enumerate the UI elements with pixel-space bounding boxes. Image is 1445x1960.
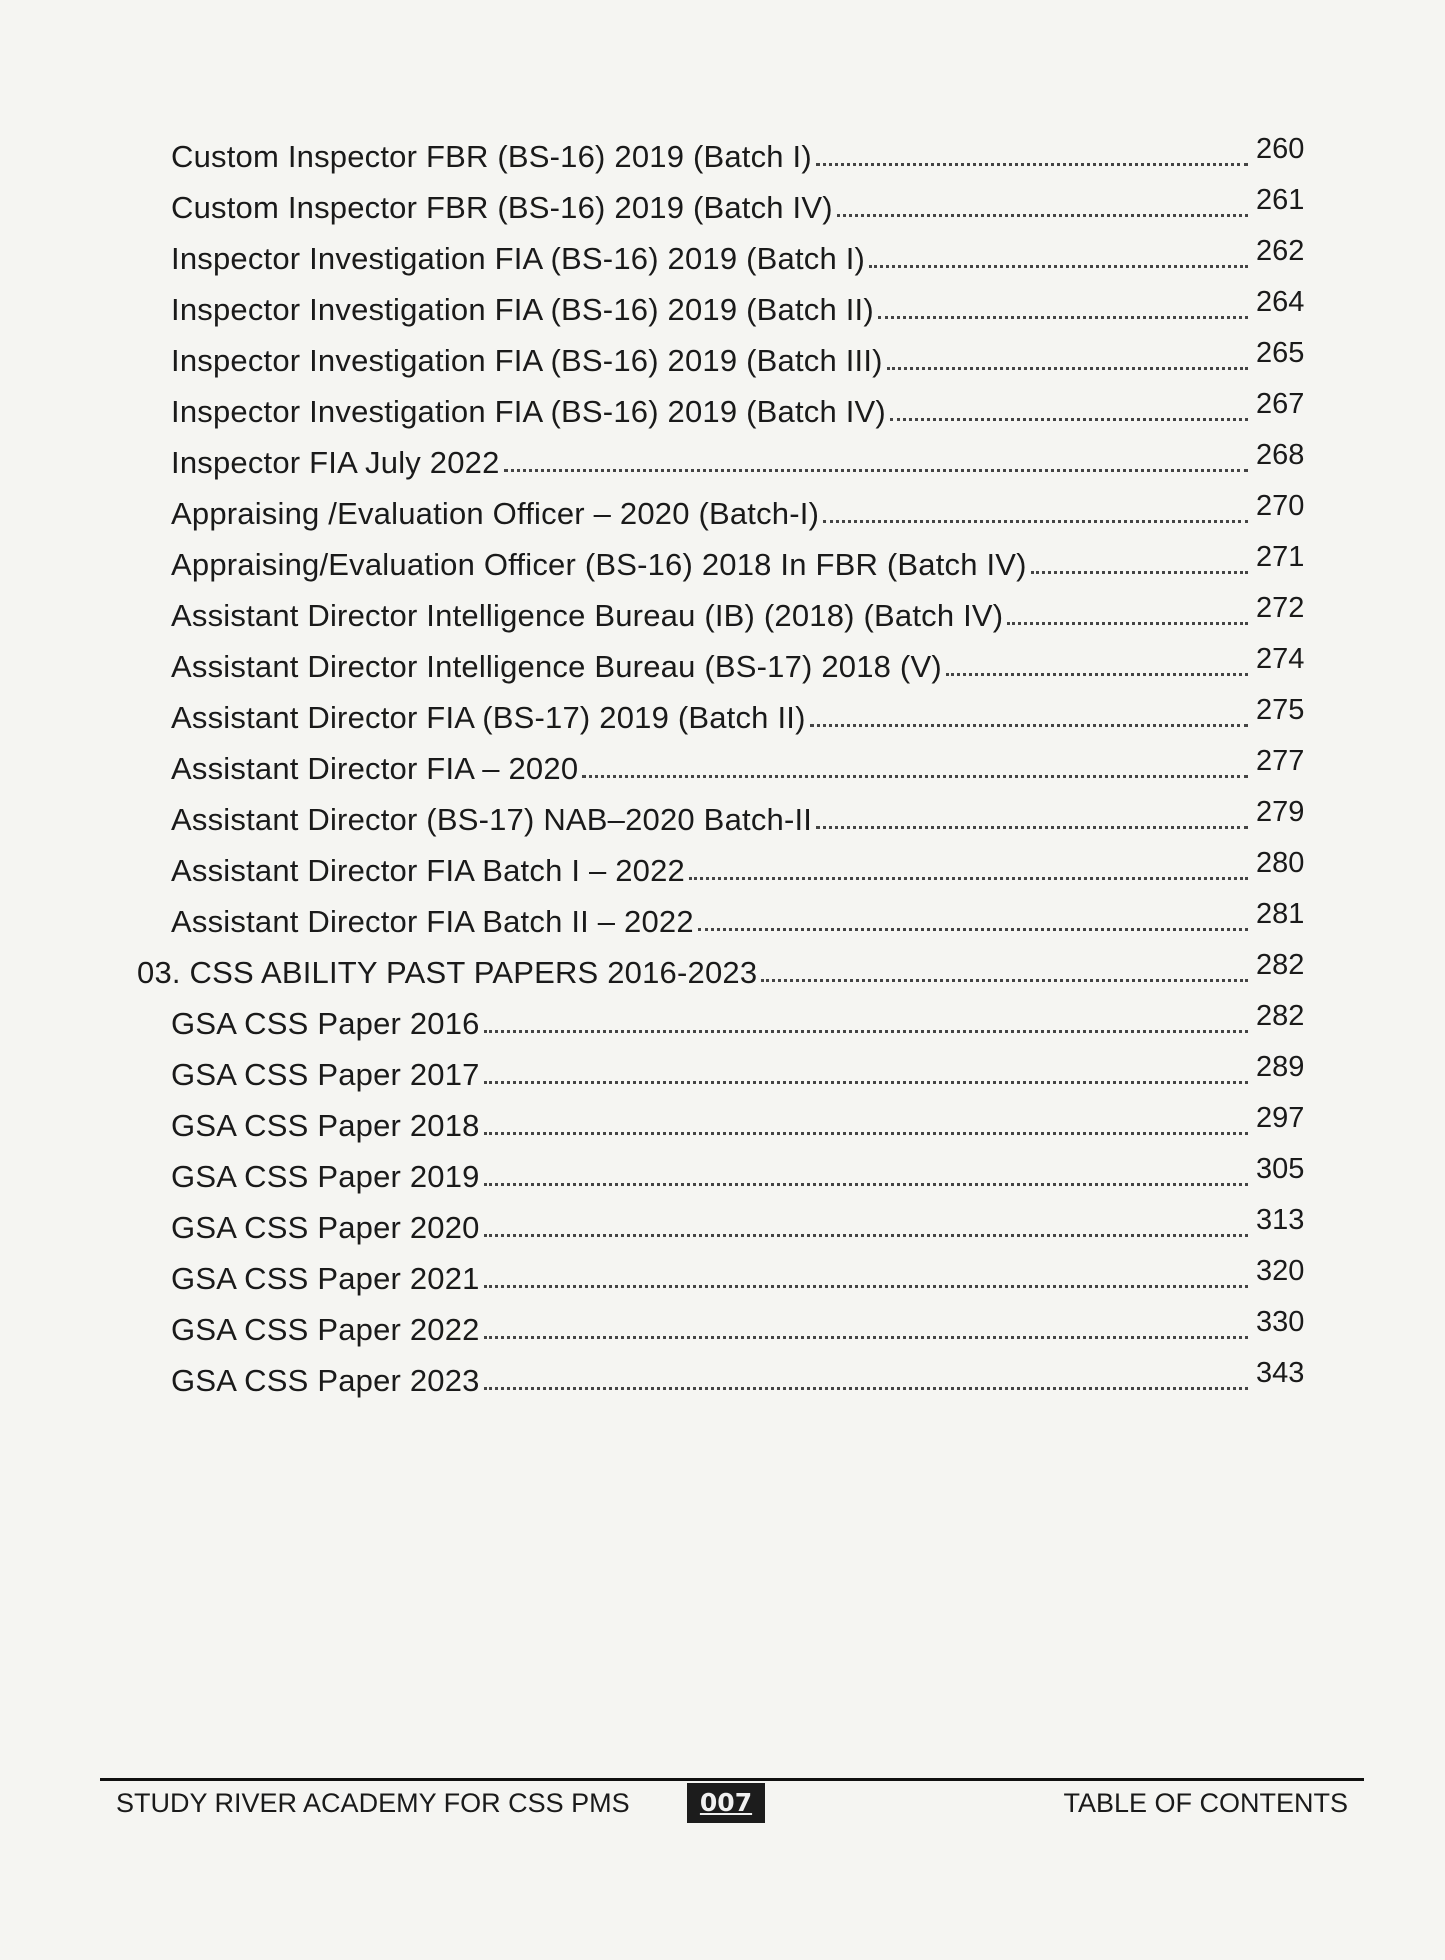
- toc-entry-title: GSA CSS Paper 2023: [171, 1363, 480, 1398]
- dot-leader: [698, 928, 1248, 931]
- toc-entry-page: 343: [1256, 1357, 1305, 1389]
- toc-entry[interactable]: [0, 583, 1445, 634]
- toc-entry-page: 289: [1256, 1051, 1305, 1083]
- toc-entry-title: GSA CSS Paper 2021: [171, 1261, 480, 1296]
- toc-entry[interactable]: [0, 1144, 1445, 1195]
- toc-entry-page: 265: [1256, 337, 1305, 369]
- dot-leader: [689, 877, 1248, 880]
- toc-entry-title: GSA CSS Paper 2016: [171, 1006, 480, 1041]
- toc-entry-page: 275: [1256, 694, 1305, 726]
- dot-leader: [484, 1030, 1248, 1033]
- toc-entry[interactable]: [0, 379, 1445, 430]
- toc-section-heading[interactable]: [0, 940, 1445, 991]
- toc-entry-title: Custom Inspector FBR (BS-16) 2019 (Batch IV): [171, 190, 833, 225]
- dot-leader: [582, 775, 1248, 778]
- dot-leader: [1007, 622, 1248, 625]
- dot-leader: [869, 265, 1248, 268]
- toc-entry-title: Inspector Investigation FIA (BS-16) 2019 (Batch IV): [171, 394, 886, 429]
- toc-entry[interactable]: [0, 1093, 1445, 1144]
- toc-entry-page: 277: [1256, 745, 1305, 777]
- toc-entry[interactable]: [0, 889, 1445, 940]
- footer-publisher: STUDY RIVER ACADEMY FOR CSS PMS: [116, 1788, 630, 1818]
- toc-entry-page: 261: [1256, 184, 1305, 216]
- dot-leader: [946, 673, 1248, 676]
- toc-entry[interactable]: [0, 532, 1445, 583]
- toc-entry-page: 305: [1256, 1153, 1305, 1185]
- page-footer: [100, 1778, 1364, 1821]
- toc-entry[interactable]: [0, 838, 1445, 889]
- dot-leader: [484, 1183, 1248, 1186]
- toc-entry-title: Assistant Director Intelligence Bureau (BS-17) 2018 (V): [171, 649, 942, 684]
- toc-entry-page: 282: [1256, 949, 1305, 981]
- toc-entry-page: 272: [1256, 592, 1305, 624]
- dot-leader: [816, 163, 1248, 166]
- dot-leader: [890, 418, 1248, 421]
- toc-entry-page: 279: [1256, 796, 1305, 828]
- toc-entry-page: 264: [1256, 286, 1305, 318]
- toc-entry-title: GSA CSS Paper 2019: [171, 1159, 480, 1194]
- toc-entry[interactable]: [0, 634, 1445, 685]
- toc-entry-page: 282: [1256, 1000, 1305, 1032]
- toc-entry-page: 267: [1256, 388, 1305, 420]
- toc-entry[interactable]: [0, 787, 1445, 838]
- dot-leader: [484, 1285, 1248, 1288]
- toc-entry-title: GSA CSS Paper 2022: [171, 1312, 480, 1347]
- toc-entry-title: Inspector Investigation FIA (BS-16) 2019 (Batch II): [171, 292, 874, 327]
- toc-entry[interactable]: [0, 175, 1445, 226]
- toc-entry-page: 268: [1256, 439, 1305, 471]
- toc-entry[interactable]: [0, 1246, 1445, 1297]
- toc-entry-page: 280: [1256, 847, 1305, 879]
- dot-leader: [878, 316, 1248, 319]
- toc-entry[interactable]: [0, 124, 1445, 175]
- dot-leader: [887, 367, 1248, 370]
- dot-leader: [761, 979, 1248, 982]
- toc-entry[interactable]: [0, 1195, 1445, 1246]
- toc-entry[interactable]: [0, 1297, 1445, 1348]
- dot-leader: [816, 826, 1248, 829]
- toc-entry-title: Assistant Director FIA Batch I – 2022: [171, 853, 685, 888]
- toc-entry[interactable]: [0, 226, 1445, 277]
- toc-entry[interactable]: [0, 1348, 1445, 1399]
- toc-entry-title: Inspector Investigation FIA (BS-16) 2019 (Batch III): [171, 343, 883, 378]
- toc-entry-title: Inspector Investigation FIA (BS-16) 2019 (Batch I): [171, 241, 866, 276]
- dot-leader: [823, 520, 1248, 523]
- toc-entry-page: 330: [1256, 1306, 1305, 1338]
- toc-entry-title: GSA CSS Paper 2018: [171, 1108, 480, 1143]
- toc-entry-title: Assistant Director (BS-17) NAB–2020 Batch-II: [171, 802, 813, 837]
- toc-entry[interactable]: [0, 481, 1445, 532]
- toc-entry-title: Appraising /Evaluation Officer – 2020 (Batch-I): [171, 496, 820, 531]
- dot-leader: [504, 469, 1248, 472]
- footer-page-number: 007: [687, 1783, 765, 1823]
- dot-leader: [484, 1081, 1248, 1084]
- dot-leader: [484, 1234, 1248, 1237]
- footer-section-title: TABLE OF CONTENTS: [1063, 1788, 1348, 1818]
- toc-entry-page: 313: [1256, 1204, 1305, 1236]
- toc-entry-title: Custom Inspector FBR (BS-16) 2019 (Batch I): [171, 139, 812, 174]
- toc-entry[interactable]: [0, 430, 1445, 481]
- table-of-contents: [0, 124, 1445, 1399]
- toc-entry[interactable]: [0, 277, 1445, 328]
- dot-leader: [1031, 571, 1248, 574]
- dot-leader: [484, 1336, 1248, 1339]
- dot-leader: [484, 1387, 1248, 1390]
- toc-entry[interactable]: [0, 328, 1445, 379]
- toc-entry-page: 260: [1256, 133, 1305, 165]
- toc-entry-title: Assistant Director FIA – 2020: [171, 751, 579, 786]
- toc-entry-page: 297: [1256, 1102, 1305, 1134]
- toc-entry-title: GSA CSS Paper 2017: [171, 1057, 480, 1092]
- toc-entry-title: Appraising/Evaluation Officer (BS-16) 2018 In FBR (Batch IV): [171, 547, 1027, 582]
- dot-leader: [837, 214, 1248, 217]
- toc-entry-title: GSA CSS Paper 2020: [171, 1210, 480, 1245]
- toc-entry-title: Assistant Director FIA (BS-17) 2019 (Batch II): [171, 700, 806, 735]
- toc-entry-page: 262: [1256, 235, 1305, 267]
- toc-entry-page: 274: [1256, 643, 1305, 675]
- dot-leader: [484, 1132, 1248, 1135]
- toc-entry-page: 281: [1256, 898, 1305, 930]
- toc-section-title: 03. CSS ABILITY PAST PAPERS 2016-2023: [137, 955, 758, 990]
- toc-entry-page: 320: [1256, 1255, 1305, 1287]
- toc-entry[interactable]: [0, 685, 1445, 736]
- toc-entry-page: 271: [1256, 541, 1305, 573]
- toc-entry-title: Inspector FIA July 2022: [171, 445, 500, 480]
- toc-entry[interactable]: [0, 991, 1445, 1042]
- toc-entry-page: 270: [1256, 490, 1305, 522]
- dot-leader: [810, 724, 1248, 727]
- toc-entry-title: Assistant Director FIA Batch II – 2022: [171, 904, 694, 939]
- toc-entry-title: Assistant Director Intelligence Bureau (IB) (2018) (Batch IV): [171, 598, 1004, 633]
- toc-entry[interactable]: [0, 736, 1445, 787]
- toc-entry[interactable]: [0, 1042, 1445, 1093]
